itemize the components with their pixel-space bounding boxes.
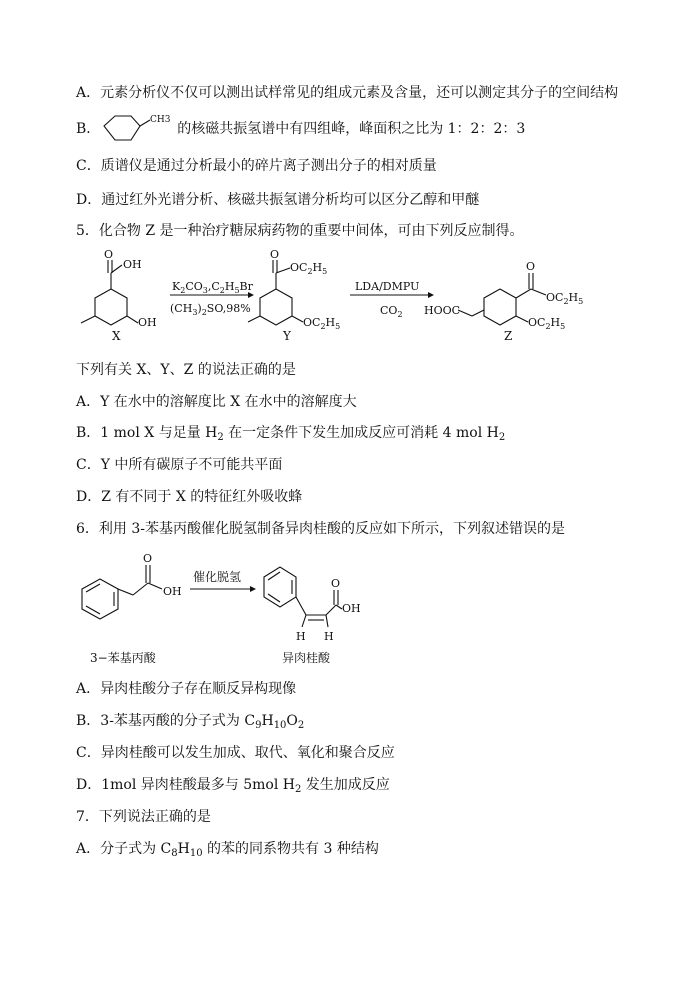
- q4-option-a: A．元素分析仪不仅可以测出试样常见的组成元素及含量，还可以测定其分子的空间结构: [76, 85, 619, 101]
- q5b-part2: 在一定条件下发生加成反应可消耗 4 mol H: [223, 425, 499, 441]
- q6d-s1: 2: [294, 784, 302, 795]
- reactant-oh: OH: [163, 585, 182, 598]
- product-h-left: H: [296, 630, 306, 643]
- q7-title: 7．下列说法正确的是: [76, 809, 211, 825]
- q4-option-b-rest: 的核磁共振氢谱中有四组峰，峰面积之比为 1：2：2：3: [177, 121, 526, 137]
- condition-label: 催化脱氢: [193, 570, 242, 584]
- z-carbonyl-o: O: [526, 260, 536, 273]
- phenylpropanoic-acid-structure: [82, 552, 182, 665]
- q4-option-b-prefix: B．: [76, 121, 101, 137]
- z-ester: $OC_2H_5$: [546, 291, 584, 306]
- z-label: Z: [504, 329, 513, 343]
- y-ester: $OC_2H_5$: [290, 261, 328, 276]
- product-name: 异肉桂酸: [282, 651, 331, 665]
- q6-option-d: [76, 776, 390, 799]
- q7-option-a: [76, 840, 379, 863]
- q6-title: 6．利用 3-苯基丙酸催化脱氢制备异肉桂酸的反应如下所示，下列叙述错误的是: [76, 521, 565, 537]
- q5-reaction-scheme: [0, 248, 695, 348]
- q6b-p2: H: [261, 713, 274, 729]
- x-carbonyl-o: O: [104, 248, 114, 261]
- q6b-s1: 9: [255, 720, 262, 731]
- q5b-part1: B．1 mol X 与足量 H: [76, 425, 218, 441]
- q6b-s2: 10: [273, 720, 287, 731]
- z-ether: $OC_2H_5$: [528, 316, 566, 331]
- q7a-p2: H: [177, 841, 190, 857]
- q4-ch3-label: CH3: [150, 115, 171, 125]
- reagent1-top: $K_2CO_3,C_2H_5Br$: [172, 280, 253, 295]
- q7a-p1: A．分子式为 C: [76, 841, 172, 857]
- q5-option-d: D．Z 有不同于 X 的特征红外吸收蜂: [76, 489, 303, 505]
- q5b-sub2: 2: [498, 432, 506, 443]
- q5-option-b: [76, 424, 505, 447]
- x-cooh-oh: OH: [123, 258, 142, 271]
- q6b-p3: O: [286, 713, 298, 729]
- y-carbonyl-o: O: [270, 248, 280, 261]
- x-label: X: [112, 329, 121, 343]
- methylcyclohexane-structure: [98, 110, 178, 150]
- q7a-p3: 的苯的同系物共有 3 种结构: [202, 841, 379, 857]
- q6d-p1: D．1mol 异肉桂酸最多与 5mol H: [76, 777, 295, 793]
- reactant-o: O: [143, 552, 153, 565]
- q7a-s2: 10: [189, 848, 203, 859]
- q4-option-c: C．质谱仪是通过分析最小的碎片离子测出分子的相对质量: [76, 158, 437, 174]
- q6b-s3: 2: [297, 720, 305, 731]
- y-ether: $OC_2H_5$: [303, 316, 341, 331]
- q6b-p1: B．3-苯基丙酸的分子式为 C: [76, 713, 256, 729]
- x-phenol-oh: OH: [138, 316, 157, 329]
- q5-stem: 下列有关 X、Y、Z 的说法正确的是: [76, 362, 296, 378]
- q4-option-d: D．通过红外光谱分析、核磁共振氢谱分析均可以区分乙醇和甲醚: [76, 192, 480, 208]
- q6-option-a: A．异肉桂酸分子存在顺反异构现像: [76, 681, 297, 697]
- q7a-s1: 8: [171, 848, 178, 859]
- z-acid: HOOC: [424, 304, 461, 317]
- compound-z-structure: [424, 260, 583, 343]
- compound-y-structure: [248, 248, 340, 343]
- reactant-name: 3−苯基丙酸: [90, 651, 156, 665]
- isocinnamic-acid-structure: [264, 567, 361, 665]
- reagent2-top: LDA/DMPU: [355, 280, 420, 293]
- reagent1-bottom: $(CH_3)_2SO,98\%$: [170, 302, 251, 317]
- compound-x-structure: [81, 248, 157, 343]
- q6d-p2: 发生加成反应: [301, 777, 390, 793]
- reagent2-bottom: $CO_2$: [380, 304, 403, 319]
- product-o: O: [331, 577, 341, 590]
- q5-option-c: C．Y 中所有碳原子不可能共平面: [76, 457, 283, 473]
- q5-option-a: A．Y 在水中的溶解度比 X 在水中的溶解度大: [76, 394, 357, 410]
- product-oh: OH: [342, 602, 361, 615]
- q5b-sub1: 2: [217, 432, 224, 443]
- y-label: Y: [283, 329, 291, 343]
- q6-option-c: C．异肉桂酸可以发生加成、取代、氧化和聚合反应: [76, 745, 395, 761]
- product-h-right: H: [324, 630, 334, 643]
- q5-title: 5．化合物 Z 是一种治疗糖尿病药物的重要中间体，可由下列反应制得。: [76, 223, 524, 239]
- q6-option-b: [76, 712, 304, 735]
- q6-reaction-scheme: [0, 545, 695, 675]
